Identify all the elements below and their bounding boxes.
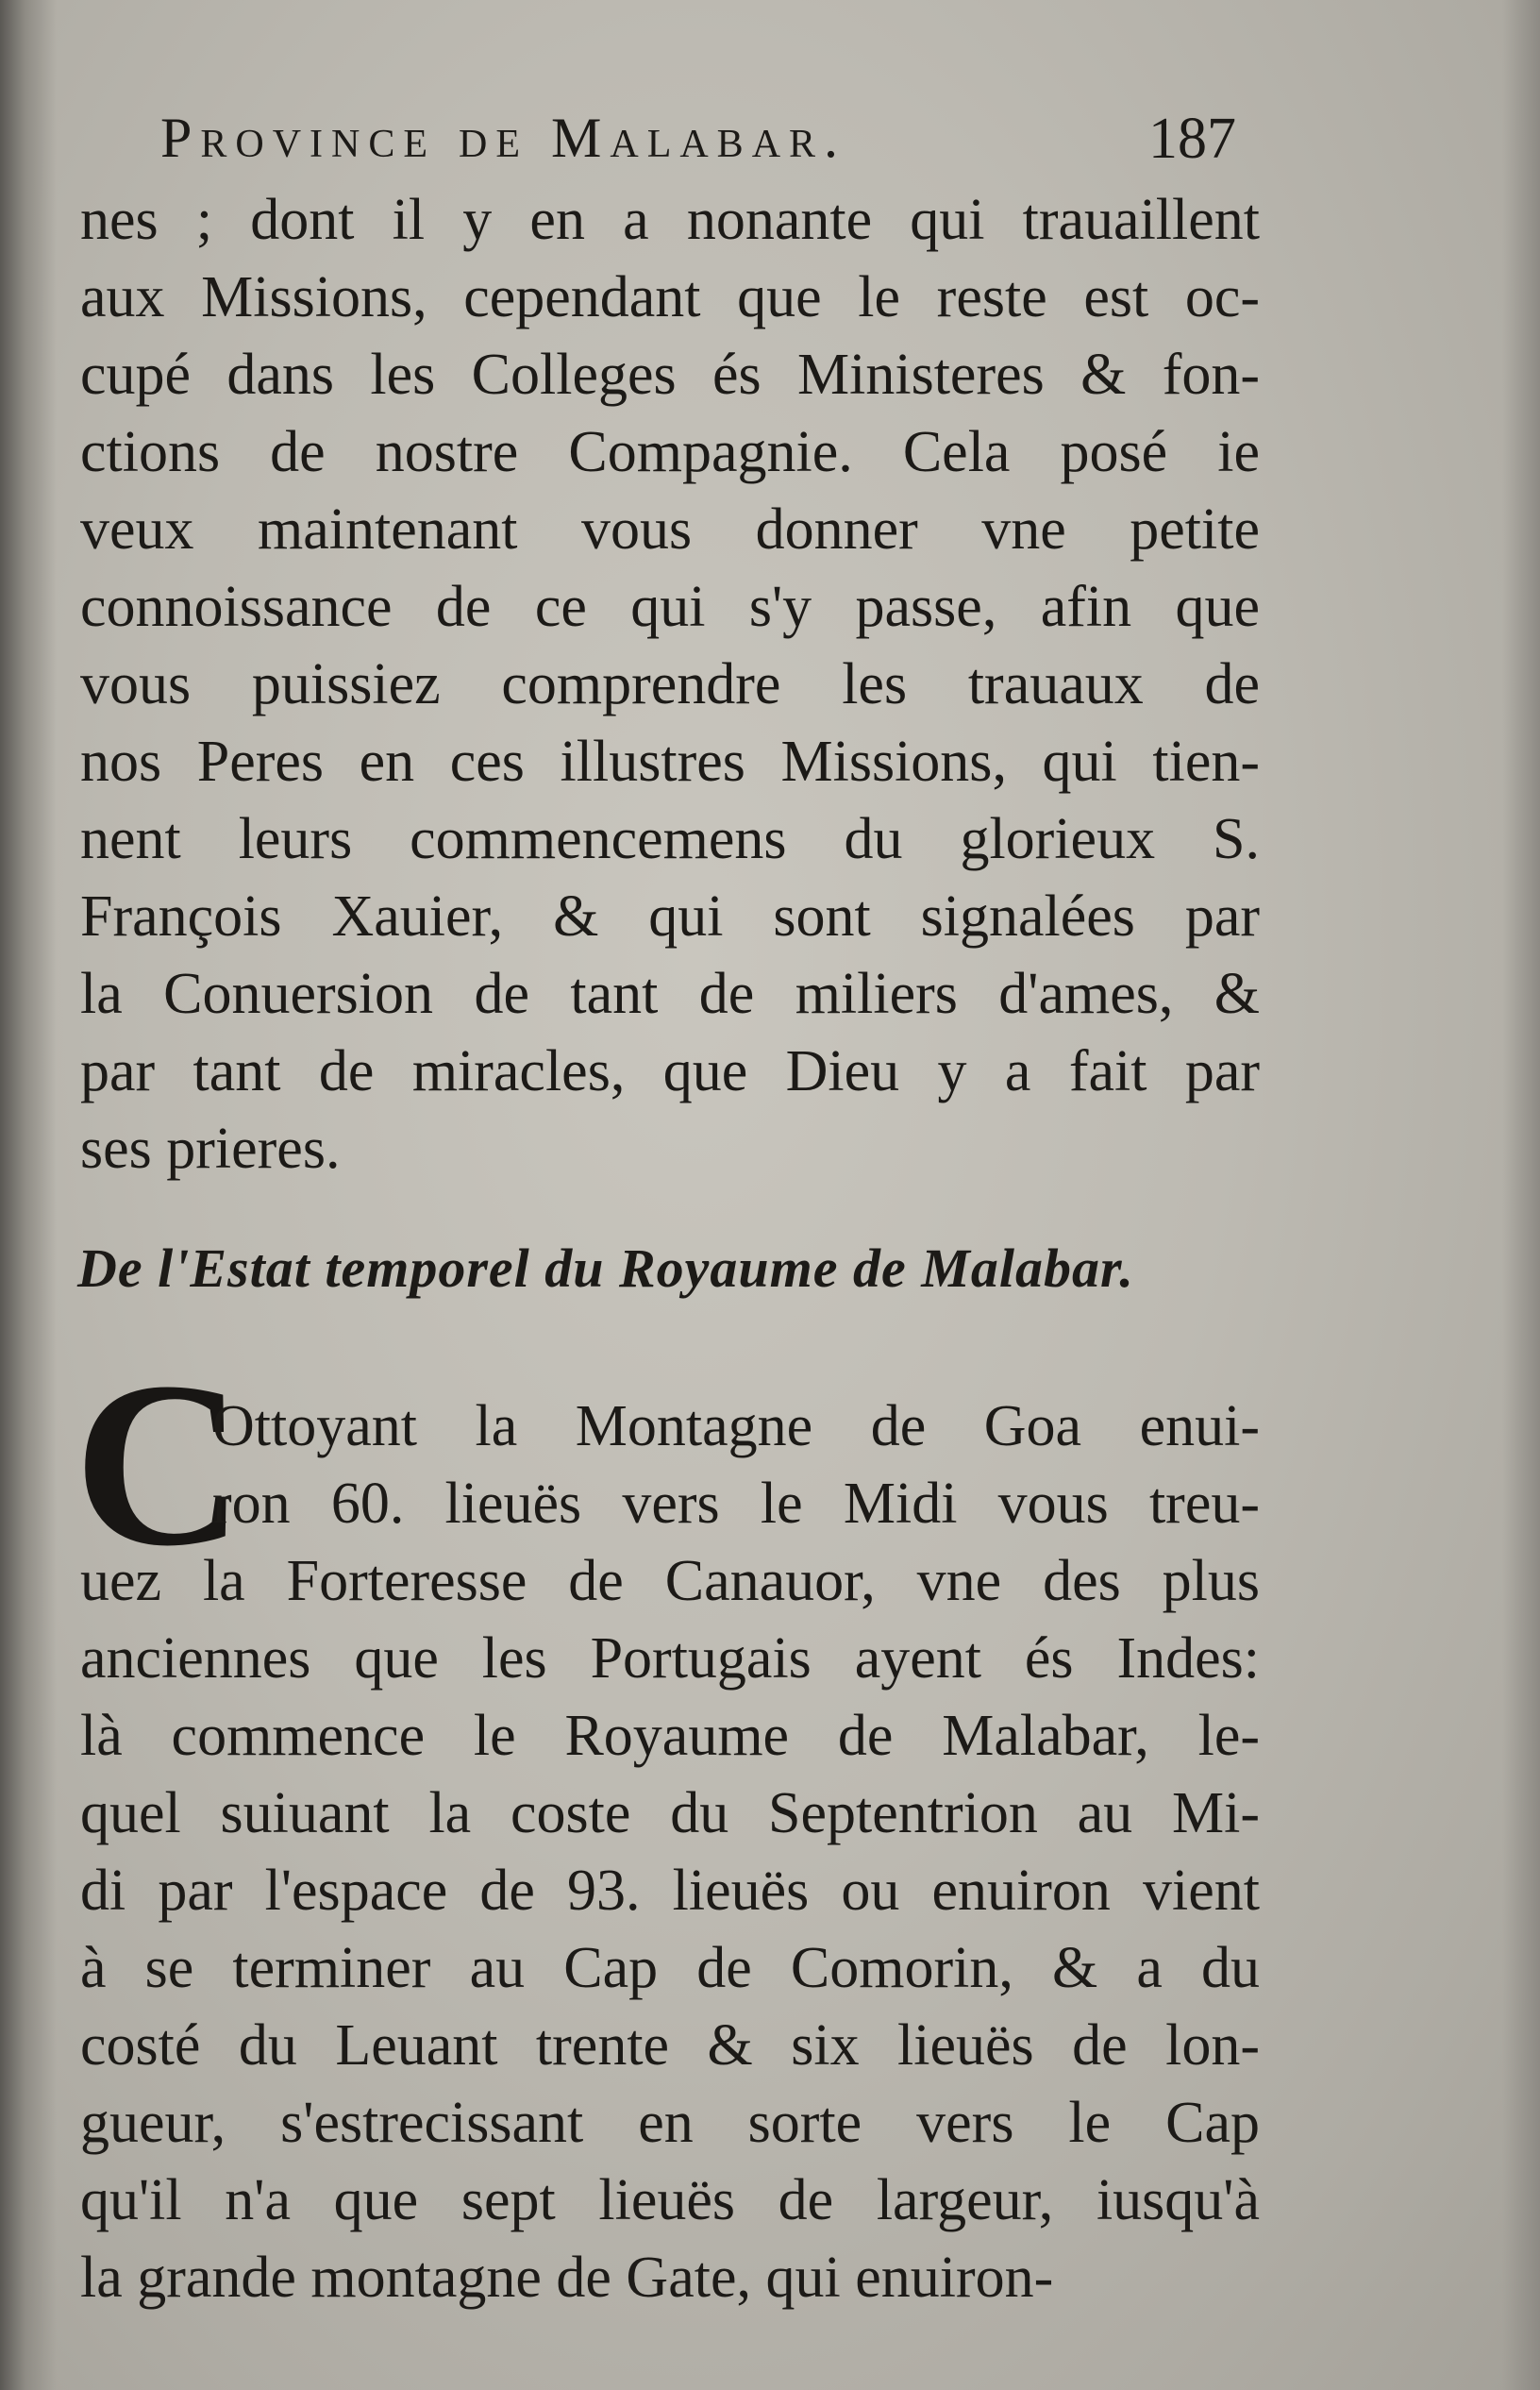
text-line: nent leurs commencemens du glorieux S. — [80, 807, 1260, 871]
text-line: connoissance de ce qui s'y passe, afin que — [80, 575, 1260, 639]
text-line: veux maintenant vous donner vne petite — [80, 497, 1260, 562]
text-line: ctions de nostre Compagnie. Cela posé ie — [80, 420, 1260, 484]
text-line: nos Peres en ces illustres Missions, qui tien- — [80, 730, 1260, 794]
running-head: Province de Malabar. — [160, 107, 847, 169]
text-line: quel suiuant la coste du Septentrion au Mi- — [80, 1781, 1260, 1845]
text-line: Ottoyant la Montagne de Goa enui- — [212, 1394, 1260, 1458]
text-line: costé du Leuant trente & six lieuës de lon- — [80, 2013, 1260, 2078]
text-line: cupé dans les Colleges és Ministeres & fon- — [80, 343, 1260, 407]
text-line: à se terminer au Cap de Comorin, & a du — [80, 1936, 1260, 2000]
text-line: nes ; dont il y en a nonante qui trauaillent — [80, 188, 1260, 252]
text-line: là commence le Royaume de Malabar, le- — [80, 1704, 1260, 1768]
text-line: la grande montagne de Gate, qui enuiron- — [80, 2246, 1054, 2310]
section-heading: De l'Estat temporel du Royaume de Malabar. — [77, 1237, 1134, 1299]
page-edge-shadow — [1502, 0, 1540, 2390]
text-line: qu'il n'a que sept lieuës de largeur, iusqu'à — [80, 2168, 1260, 2232]
paragraph-2 — [80, 1388, 1260, 2316]
text-line: di par l'espace de 93. lieuës ou enuiron vient — [80, 1859, 1260, 1923]
text-line: François Xauier, & qui sont signalées par — [80, 884, 1260, 949]
text-line: ses prieres. — [80, 1117, 341, 1181]
binding-shadow — [0, 0, 57, 2390]
text-line: anciennes que les Portugais ayent és Indes: — [80, 1626, 1260, 1691]
page-header — [160, 106, 1236, 172]
page-number: 187 — [1148, 107, 1236, 171]
paragraph-1 — [80, 181, 1260, 1187]
text-line: la Conuersion de tant de miliers d'ames, & — [80, 962, 1260, 1026]
drop-cap: C — [74, 1334, 244, 1595]
text-line: aux Missions, cependant que le reste est oc- — [80, 265, 1260, 329]
text-line: uez la Forteresse de Canauor, vne des plus — [80, 1549, 1260, 1613]
text-line: ron 60. lieuës vers le Midi vous treu- — [212, 1472, 1260, 1536]
text-line: gueur, s'estrecissant en sorte vers le Cap — [80, 2091, 1260, 2155]
text-line: vous puissiez comprendre les trauaux de — [80, 652, 1260, 716]
text-line: par tant de miracles, que Dieu y a fait par — [80, 1039, 1260, 1103]
